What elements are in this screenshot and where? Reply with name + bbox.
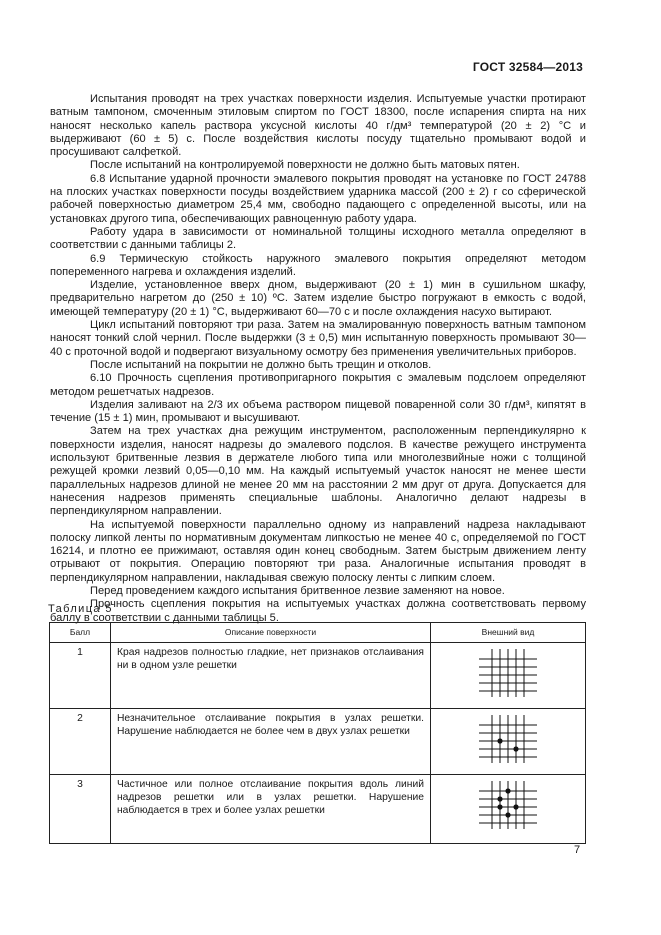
paragraph: После испытаний на покрытии не должно быть трещин и отколов. [90, 358, 432, 371]
defect-node [497, 738, 502, 743]
ball-cell: 1 [50, 643, 111, 709]
appearance-cell [431, 775, 586, 844]
column-header-ball: Балл [50, 623, 111, 643]
table-header-row [50, 623, 586, 643]
description-cell: Незначительное отслаивание покрытия в узлах решетки. Нарушение наблюдается не более чем в двух узлах решетки [111, 709, 431, 775]
table-row [50, 775, 586, 844]
appearance-cell [431, 709, 586, 775]
column-header-appearance: Внешний вид [431, 623, 586, 643]
paragraph: Цикл испытаний повторяют три раза. Затем на эмалированную поверхность ватным тампоном наносят тонкий слой чернил. После выдержки (3 ± 0,5) мин испытанную поверхность промывают 30—40 с проточной водой и подвергают визуальному осмотру без применения увеличительных приборов. [50, 319, 586, 358]
table-caption: Таблица 5 [48, 603, 113, 615]
paragraph: Изделие, установленное вверх дном, выдерживают (20 ± 1) мин в сушильном шкафу, предварительно нагретом до (250 ± 10) ºС. Затем изделие быстро погружают в емкость с водой, имеющей температуру (20 ± 1) °С, выдерживают 60—70 с и после охлаждения насухо вытирают. [50, 279, 586, 318]
appearance-cell [431, 643, 586, 709]
description-cell: Частичное или полное отслаивание покрытия вдоль линий надрезов решетки или в узлах решетки. Нарушение наблюдается в трех и более узлах решетки [111, 775, 431, 844]
paragraph-section-6-8: 6.8 Испытание ударной прочности эмалевого покрытия проводят на установке по ГОСТ 24788 на плоских участках поверхности посуды воздействием ударника массой (200 ± 2) г со сферической рабочей поверхностью диаметром 25,4 мм, свободно падающего с определенной высоты, или на установках другого типа, обеспечивающих равноценную работу удара. [50, 172, 586, 225]
paragraph: Испытания проводят на трех участках поверхности изделия. Испытуемые участки протирают ватным тампоном, смоченным этиловым спиртом по ГОСТ 18300, после испарения спирта на них наносят несколько капель раствора уксусной кислоты 40 г/дм³ температурой (20 ± 2) °С и выдерживают (60 ± 5) с. После воздействия кислоты посуду тщательно промывают водой и просушивают салфеткой. [50, 93, 586, 159]
defect-node [497, 796, 502, 801]
table-5 [49, 622, 586, 844]
crosscut-grid-score-3 [475, 779, 541, 831]
ball-cell: 2 [50, 709, 111, 775]
paragraph-section-6-9: 6.9 Термическую стойкость наружного эмалевого покрытия определяют методом попеременного нагрева и охлаждения изделий. [50, 252, 586, 278]
ball-cell: 3 [50, 775, 111, 844]
body-text [50, 93, 586, 625]
paragraph: Работу удара в зависимости от номинальной толщины исходного металла определяют в соответствии с данными таблицы 2. [50, 225, 586, 252]
paragraph: Изделия заливают на 2/3 их объема раствором пищевой поваренной соли 30 г/дм³, кипятят в течение (15 ± 1) мин, промывают и высушивают. [50, 398, 586, 425]
paragraph: Прочность сцепления покрытия на испытуемых участках должна соответствовать первому баллу в соответствии с данными таблицы 5. [50, 598, 586, 624]
defect-node [505, 812, 510, 817]
defect-node [497, 804, 502, 809]
crosscut-grid-score-1 [475, 647, 541, 699]
table-row [50, 643, 586, 709]
defect-node [505, 788, 510, 793]
defect-node [513, 804, 518, 809]
paragraph: После испытаний на контролируемой поверхности не должно быть матовых пятен. [90, 159, 520, 172]
standard-header: ГОСТ 32584—2013 [472, 60, 583, 74]
paragraph: Перед проведением каждого испытания бритвенное лезвие заменяют на новое. [90, 584, 505, 597]
paragraph: На испытуемой поверхности параллельно одному из направлений надреза накладывают полоску липкой ленты по нормативным документам липкостью не менее 40 с, определяемой по ГОСТ 16214, и плотно ее прижимают, оставляя один конец свободным. Затем быстрым движением ленту отрывают от покрытия. Операцию повторяют три раза. Аналогичные испытания проводят в перпендикулярном направлении, накладывая свежую полоску ленты с липким слоем. [50, 518, 586, 584]
column-header-description: Описание поверхности [111, 623, 431, 643]
table-row [50, 709, 586, 775]
crosscut-grid-score-2 [475, 713, 541, 765]
page-number: 7 [574, 844, 581, 856]
paragraph: Затем на трех участках дна режущим инструментом, расположенным перпендикулярно к поверхности изделия, наносят надрезы до эмалевого подслоя. В качестве режущего инструмента используют бритвенные лезвия в держателе любого типа или многолезвийные ножи с толщиной режущей кромки лезвий 0,05—0,10 мм. На каждый испытуемый участок наносят не менее шести параллельных надрезов длиной не менее 20 мм на расстоянии 2 мм друг от друга. Допускается для нанесения надрезов применять специальные шаблоны. Аналогично делают надрезы в перпендикулярном направлении. [50, 425, 586, 518]
paragraph-section-6-10: 6.10 Прочность сцепления противопригарного покрытия с эмалевым подслоем определяют методом решетчатых надрезов. [50, 372, 586, 398]
defect-node [513, 746, 518, 751]
description-cell: Края надрезов полностью гладкие, нет признаков отслаивания ни в одном узле решетки [111, 643, 431, 709]
